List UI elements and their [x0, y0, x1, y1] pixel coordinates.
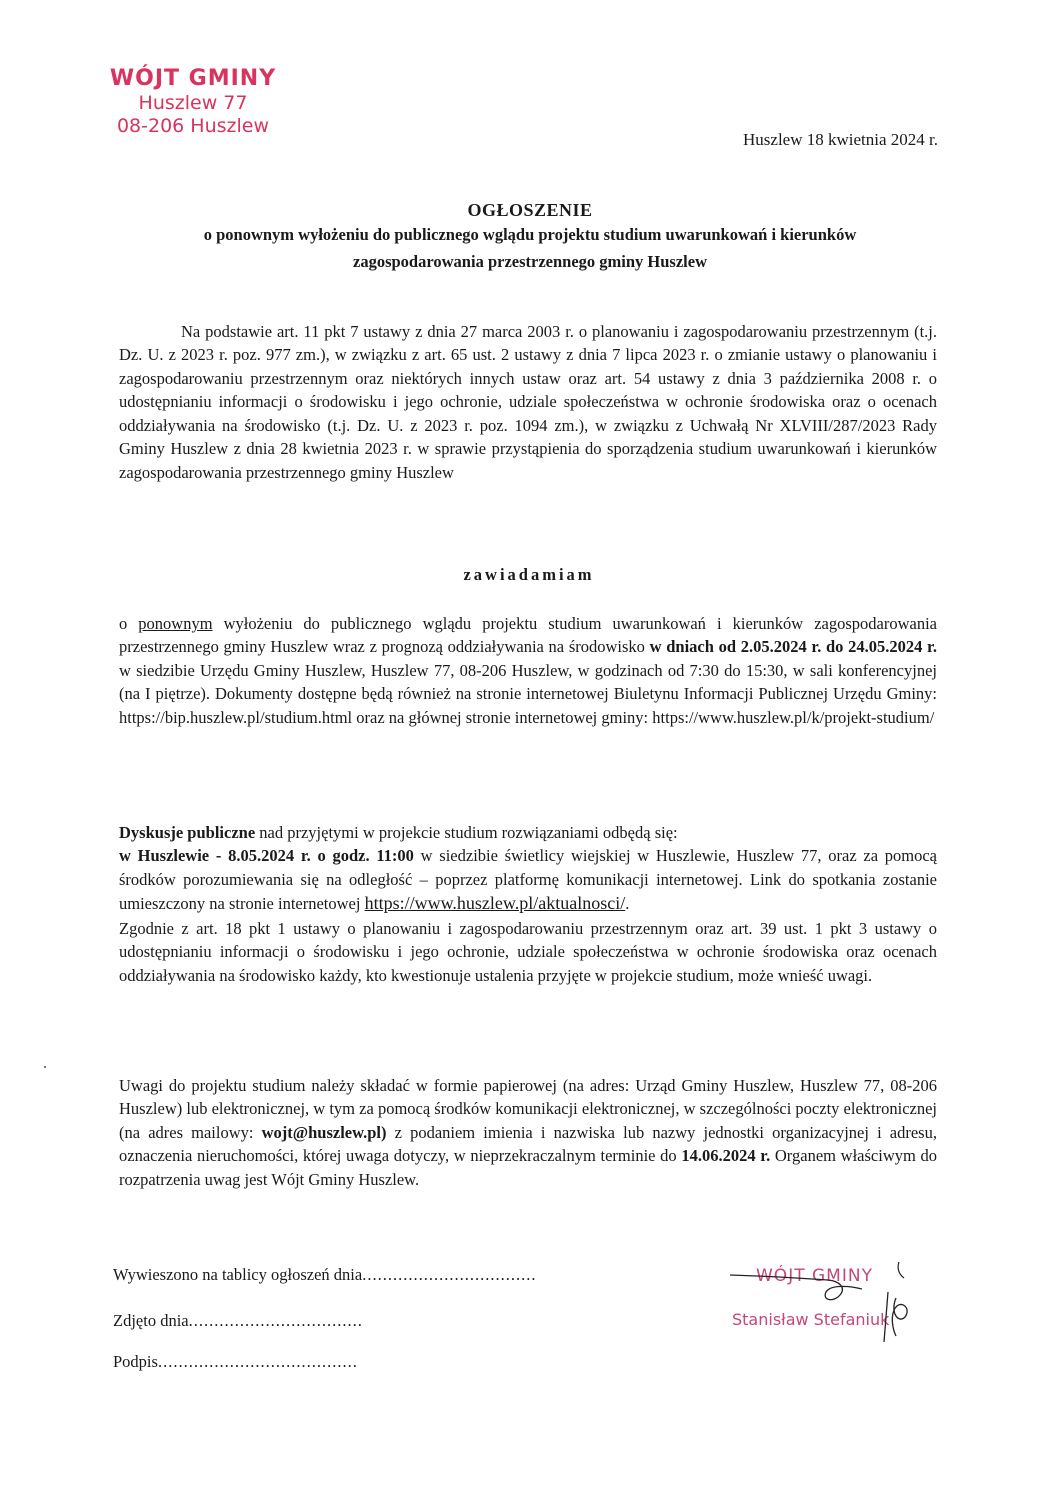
- legal-basis-paragraph: Na podstawie art. 11 pkt 7 ustawy z dnia 27 marca 2003 r. o planowaniu i zagospodarowaniu przestrzennym (t.j. Dz. U. z 2023 r. poz. 977 zm.), w związku z art. 65 ust. 2 ustawy z dnia 7 lipca 2023 r. o zmianie ustawy o planowaniu i zagospodarowaniu przestrzennym oraz niektórych innych ustaw oraz art. 54 ustawy z dnia 3 października 2008 r. o udostępnianiu informacji o środowisku i jego ochronie, udziale społeczeństwa w ochronie środowiska oraz o ocenach oddziaływania na środowisko (t.j. Dz. U. z 2023 r. poz. 1094 zm.), w związku z Uchwałą Nr XLVIII/287/2023 Rady Gminy Huszlew z dnia 28 kwietnia 2023 r. w sprawie przystąpienia do sporządzenia studium uwarunkowań i kierunków zagospodarowania przestrzennego gminy Huszlew: [119, 322, 937, 482]
- title-heading: OGŁOSZENIE: [467, 200, 593, 220]
- discussion-after-link: .: [625, 894, 630, 914]
- discussion-lead-rest: nad przyjętymi w projekcie studium rozwiązaniami odbędą się:: [255, 823, 678, 842]
- stamp-title: WÓJT GMINY: [109, 66, 277, 91]
- posted-dots: ..................................: [362, 1265, 537, 1284]
- document-title: [120, 200, 940, 275]
- removed-dots: ..................................: [188, 1311, 363, 1330]
- notice-dates: w dniach od 2.05.2024 r. do 24.05.2024 r.: [649, 637, 937, 657]
- notice-text-3: w siedzibie Urzędu Gminy Huszlew, Huszlew 77, 08-206 Huszlew, w godzinach od 7:30 do 15:30, w sali konferencyjnej (na I piętrze). Dokumenty dostępne będą również na stronie internetowej Biuletynu Informacji Publicznej Urzędu Gminy: https://bip.huszlew.pl/studium.html oraz na głównej stronie internetowej gminy: https://www.huszlew.pl/k/projekt-studium/: [119, 660, 937, 727]
- notice-text-1: o: [119, 614, 139, 633]
- posted-line: [113, 1265, 536, 1285]
- handwritten-signature-icon: [700, 1262, 940, 1362]
- signature-stamp-name: Stanisław Stefaniuk: [732, 1310, 890, 1329]
- discussion-when: w Huszlewie - 8.05.2024 r. o godz. 11:00: [119, 846, 414, 866]
- notice-paragraph: [119, 612, 937, 729]
- notice-text-2: wyłożeniu do publicznego wglądu projektu studium uwarunkowań i kierunków zagospodarowania przestrzennego gminy Huszlew wraz z prognozą oddziaływania na środowisko: [119, 614, 937, 657]
- remarks-text-3: Organem właściwym do rozpatrzenia uwag jest Wójt Gminy Huszlew.: [119, 1146, 937, 1189]
- news-link[interactable]: https://www.huszlew.pl/aktualnosci/: [364, 893, 626, 914]
- signature-dots: .......................................: [157, 1352, 358, 1371]
- discussion-when-rest: w siedzibie świetlicy wiejskiej w Huszlewie, Huszlew 77, oraz za pomocą środków porozumiewania się na odległość – poprzez platformę komunikacji internetowej. Link do spotkania zostanie umieszczony na stronie internetowej: [119, 846, 937, 914]
- stamp-address: Huszlew 77: [138, 92, 248, 115]
- removed-line: [113, 1311, 363, 1331]
- place-date: Huszlew 18 kwietnia 2024 r.: [743, 130, 938, 149]
- discussion-rule: Zgodnie z art. 18 pkt 1 ustawy o planowaniu i zagospodarowaniu przestrzennym oraz art. 39 ust. 1 pkt 3 ustawy o udostępnianiu informacji o środowisku i jego ochronie, udziale społeczeństwa w ochronie środowiska oraz ocenach oddziaływania na środowisko każdy, kto kwestionuje ustalenia przyjęte w projekcie studium, może wnieść uwagi.: [119, 918, 937, 985]
- scan-dot: [44, 1066, 46, 1068]
- signature-stamp-title: WÓJT GMINY: [756, 1266, 873, 1286]
- discussion-lead: Dyskusje publiczne: [119, 823, 256, 842]
- notice-underlined: ponownym: [138, 614, 213, 633]
- title-subtitle-line2: zagospodarowania przestrzennego gminy Huszlew: [353, 251, 707, 271]
- signature-stamp: [700, 1262, 940, 1362]
- remarks-email: wojt@huszlew.pl): [261, 1122, 387, 1142]
- discussion-paragraph: [119, 821, 937, 987]
- removed-label: Zdjęto dnia: [113, 1311, 189, 1330]
- remarks-text-2: z podaniem imienia i nazwiska lub nazwy jednostki organizacyjnej i adresu, oznaczenia nieruchomości, której uwaga dotyczy, w nieprzekraczalnym terminie do: [119, 1122, 937, 1166]
- notify-word: zawiadamiam: [463, 565, 595, 584]
- remarks-paragraph: [119, 1074, 937, 1191]
- signature-line: [113, 1352, 358, 1372]
- title-subtitle-line1: o ponownym wyłożeniu do publicznego wglądu projektu studium uwarunkowań i kierunków: [203, 225, 857, 244]
- official-stamp-header: [78, 66, 308, 138]
- remarks-text-1: Uwagi do projektu studium należy składać w formie papierowej (na adres: Urząd Gminy Huszlew, Huszlew 77, 08-206 Huszlew) lub elektronicznej, w tym za pomocą środków komunikacji elektronicznej, w szczególności poczty elektronicznej (na adres mailowy:: [119, 1076, 937, 1142]
- signature-label: Podpis: [113, 1352, 158, 1371]
- posted-label: Wywieszono na tablicy ogłoszeń dnia: [113, 1265, 363, 1284]
- remarks-deadline: 14.06.2024 r.: [681, 1146, 771, 1166]
- stamp-postcode: 08-206 Huszlew: [116, 115, 270, 138]
